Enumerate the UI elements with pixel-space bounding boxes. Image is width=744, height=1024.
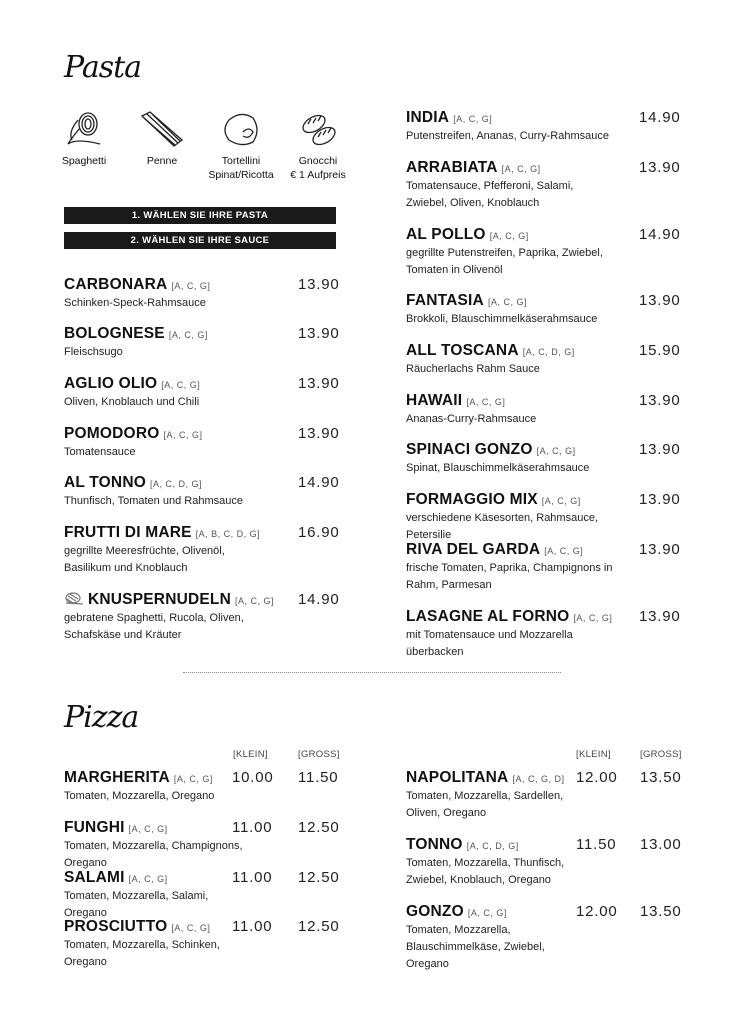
section-divider bbox=[183, 672, 561, 673]
menu-item-price-large: 13.00 bbox=[640, 836, 682, 853]
pasta-shape-spaghetti bbox=[44, 110, 124, 168]
menu-item-name: AGLIO OLIO bbox=[64, 375, 158, 392]
menu-item-price-small: 11.00 bbox=[232, 918, 273, 935]
menu-item-price-large: 12.50 bbox=[298, 918, 340, 935]
menu-item-name: RIVA DEL GARDA bbox=[406, 541, 541, 558]
pizza-col-small-header: [KLEIN] bbox=[576, 749, 611, 760]
menu-item bbox=[64, 869, 342, 922]
spaghetti-icon bbox=[64, 110, 104, 148]
menu-item-allergens: [A, C, G] bbox=[573, 613, 613, 623]
menu-item bbox=[406, 608, 684, 661]
menu-item-allergens: [A, C, D, G] bbox=[466, 841, 519, 851]
menu-item-allergens: [A, C, G] bbox=[234, 596, 274, 606]
menu-item-description: Tomaten, Mozzarella, Sardellen, Oliven, Oregano bbox=[406, 790, 564, 819]
menu-item-price: 13.90 bbox=[298, 425, 340, 442]
menu-item-price-small: 12.00 bbox=[576, 903, 618, 920]
menu-item-description: gegrillte Putenstreifen, Paprika, Zwiebel, Tomaten in Olivenöl bbox=[406, 247, 603, 276]
menu-item-allergens: [A, C, D, G] bbox=[522, 347, 575, 357]
step-choose-pasta: 1. WÄHLEN SIE IHRE PASTA bbox=[64, 207, 336, 224]
menu-item-name: FRUTTI DI MARE bbox=[64, 524, 192, 541]
menu-item-price-large: 13.50 bbox=[640, 903, 682, 920]
menu-item-description: Tomaten, Mozzarella, Oregano bbox=[64, 790, 215, 802]
menu-item-allergens: [A, C, G] bbox=[467, 908, 507, 918]
menu-item-price: 15.90 bbox=[639, 342, 681, 359]
menu-item-description: frische Tomaten, Paprika, Champignons in Rahm, Parmesan bbox=[406, 562, 613, 591]
menu-item bbox=[406, 836, 684, 889]
menu-item-description: mit Tomatensauce und Mozzarella überbacken bbox=[406, 629, 573, 658]
menu-item bbox=[64, 425, 342, 461]
menu-item-description: Tomaten, Mozzarella, Thunfisch, Zwiebel, Knoblauch, Oregano bbox=[406, 857, 565, 886]
menu-item-allergens: [A, C, G] bbox=[453, 114, 493, 124]
menu-item-price-large: 13.50 bbox=[640, 769, 682, 786]
menu-item-price: 13.90 bbox=[639, 159, 681, 176]
menu-item-description: gebratene Spaghetti, Rucola, Oliven, Schafskäse und Kräuter bbox=[64, 612, 244, 641]
pasta-section-title: Pasta bbox=[64, 50, 142, 85]
menu-item-allergens: [A, C, G] bbox=[541, 496, 581, 506]
menu-item-price: 13.90 bbox=[639, 491, 681, 508]
menu-item-name: KNUSPERNUDELN bbox=[88, 591, 231, 608]
menu-item-price: 14.90 bbox=[639, 226, 681, 243]
gnocchi-icon bbox=[298, 110, 338, 148]
menu-item bbox=[64, 769, 342, 805]
menu-item bbox=[406, 226, 684, 279]
menu-item-name: GONZO bbox=[406, 903, 464, 920]
menu-item-name: HAWAII bbox=[406, 392, 463, 409]
menu-item-allergens: [A, C, G] bbox=[173, 774, 213, 784]
shape-label: Penne bbox=[146, 155, 178, 167]
menu-item-name: AL TONNO bbox=[64, 474, 146, 491]
menu-item-name: POMODORO bbox=[64, 425, 160, 442]
menu-item-price-large: 12.50 bbox=[298, 819, 340, 836]
menu-item-price: 13.90 bbox=[298, 375, 340, 392]
menu-item bbox=[406, 441, 684, 477]
menu-item-name: SALAMI bbox=[64, 869, 125, 886]
pizza-section-title: Pizza bbox=[64, 700, 139, 735]
menu-item-name: CARBONARA bbox=[64, 276, 168, 293]
menu-item-allergens: [A, B, C, D, G] bbox=[195, 529, 261, 539]
menu-item bbox=[64, 474, 342, 510]
menu-item-name: FORMAGGIO MIX bbox=[406, 491, 538, 508]
menu-item-allergens: [A, C, G] bbox=[501, 164, 541, 174]
menu-item bbox=[406, 769, 684, 822]
menu-item-price: 13.90 bbox=[298, 276, 340, 293]
menu-item-price-small: 11.50 bbox=[576, 836, 617, 853]
menu-item-name: LASAGNE AL FORNO bbox=[406, 608, 570, 625]
menu-item-price-small: 11.00 bbox=[232, 819, 273, 836]
menu-item-description: Putenstreifen, Ananas, Curry-Rahmsauce bbox=[406, 130, 609, 142]
menu-item-price: 13.90 bbox=[298, 325, 340, 342]
menu-item-price: 16.90 bbox=[298, 524, 340, 541]
menu-item-name: FUNGHI bbox=[64, 819, 125, 836]
menu-item bbox=[406, 109, 684, 145]
menu-item-price: 14.90 bbox=[298, 474, 340, 491]
menu-item-price-small: 10.00 bbox=[232, 769, 274, 786]
menu-item bbox=[406, 541, 684, 594]
menu-item-name: TONNO bbox=[406, 836, 463, 853]
menu-item-description: Tomaten, Mozzarella, Schinken, Oregano bbox=[64, 939, 220, 968]
menu-item-description: Thunfisch, Tomaten und Rahmsauce bbox=[64, 495, 243, 507]
menu-item-price: 13.90 bbox=[639, 292, 681, 309]
crispy-noodles-icon bbox=[64, 591, 88, 608]
menu-item bbox=[406, 392, 684, 428]
menu-item-price-small: 11.00 bbox=[232, 869, 273, 886]
menu-item-description: gegrillte Meeresfrüchte, Olivenöl, Basilikum und Knoblauch bbox=[64, 545, 225, 574]
menu-item-allergens: [A, C, G] bbox=[466, 397, 506, 407]
pasta-shape-gnocchi bbox=[278, 110, 358, 182]
menu-item bbox=[64, 276, 342, 312]
menu-item-description: Tomatensauce bbox=[64, 446, 136, 458]
menu-item bbox=[64, 524, 342, 577]
menu-item-allergens: [A, C, G] bbox=[544, 546, 584, 556]
menu-item-name: ARRABIATA bbox=[406, 159, 498, 176]
menu-item-description: Fleischsugo bbox=[64, 346, 123, 358]
menu-item-description: Brokkoli, Blauschimmelkäserahmsauce bbox=[406, 313, 598, 325]
menu-item-description: Ananas-Curry-Rahmsauce bbox=[406, 413, 537, 425]
menu-item-allergens: [A, C, G] bbox=[487, 297, 527, 307]
menu-item-name: ALL TOSCANA bbox=[406, 342, 519, 359]
pasta-shape-tortellini bbox=[201, 110, 281, 182]
menu-item bbox=[406, 292, 684, 328]
menu-item-name: FANTASIA bbox=[406, 292, 484, 309]
menu-item-price: 14.90 bbox=[298, 591, 340, 608]
menu-item-allergens: [A, C, G] bbox=[171, 281, 211, 291]
menu-item-price-large: 12.50 bbox=[298, 869, 340, 886]
step-choose-sauce: 2. WÄHLEN SIE IHRE SAUCE bbox=[64, 232, 336, 249]
tortellini-icon bbox=[221, 110, 261, 148]
menu-item bbox=[406, 491, 684, 544]
shape-label: Spaghetti bbox=[61, 155, 107, 167]
shape-label: Gnocchi bbox=[298, 155, 338, 167]
shape-label: Tortellini bbox=[221, 155, 261, 167]
menu-item-description: Räucherlachs Rahm Sauce bbox=[406, 363, 540, 375]
menu-item-allergens: [A, C, G] bbox=[536, 446, 576, 456]
menu-item bbox=[64, 591, 342, 644]
menu-item-allergens: [A, C, G] bbox=[128, 874, 168, 884]
menu-item-price: 13.90 bbox=[639, 441, 681, 458]
menu-item-name: SPINACI GONZO bbox=[406, 441, 533, 458]
shape-sublabel: Spinat/Ricotta bbox=[208, 169, 274, 181]
pasta-shape-penne bbox=[122, 110, 202, 168]
menu-item-name: PROSCIUTTO bbox=[64, 918, 168, 935]
menu-item-description: Tomaten, Mozzarella, Champignons, Oregano bbox=[64, 840, 243, 869]
menu-item-description: Spinat, Blauschimmelkäserahmsauce bbox=[406, 462, 590, 474]
menu-item bbox=[64, 819, 342, 872]
menu-item-description: verschiedene Käsesorten, Rahmsauce, Petersilie bbox=[406, 512, 598, 541]
menu-item-name: MARGHERITA bbox=[64, 769, 170, 786]
menu-item-allergens: [A, C, D, G] bbox=[149, 479, 202, 489]
menu-item-allergens: [A, C, G] bbox=[163, 430, 203, 440]
menu-item-description: Tomatensauce, Pfefferoni, Salami, Zwiebel, Oliven, Knoblauch bbox=[406, 180, 574, 209]
menu-item-allergens: [A, C, G] bbox=[171, 923, 211, 933]
pizza-col-large-header: [GROSS] bbox=[640, 749, 682, 760]
menu-item-description: Tomaten, Mozzarella, Salami, Oregano bbox=[64, 890, 209, 919]
menu-item-allergens: [A, C, G] bbox=[168, 330, 208, 340]
penne-icon bbox=[138, 110, 186, 148]
pizza-col-small-header: [KLEIN] bbox=[233, 749, 268, 760]
menu-item-price: 14.90 bbox=[639, 109, 681, 126]
menu-item-name: BOLOGNESE bbox=[64, 325, 165, 342]
menu-item-name: AL POLLO bbox=[406, 226, 486, 243]
menu-item-name: NAPOLITANA bbox=[406, 769, 509, 786]
shape-sublabel: € 1 Aufpreis bbox=[290, 169, 346, 181]
menu-item bbox=[64, 375, 342, 411]
menu-item bbox=[406, 903, 684, 973]
menu-item-description: Schinken-Speck-Rahmsauce bbox=[64, 297, 206, 309]
menu-item bbox=[64, 918, 342, 971]
menu-item-allergens: [A, C, G] bbox=[489, 231, 529, 241]
menu-item bbox=[406, 342, 684, 378]
menu-item-allergens: [A, C, G] bbox=[128, 824, 168, 834]
menu-item-price: 13.90 bbox=[639, 392, 681, 409]
menu-item-price: 13.90 bbox=[639, 541, 681, 558]
menu-item bbox=[64, 325, 342, 361]
menu-item-allergens: [A, C, G, D] bbox=[512, 774, 565, 784]
menu-item-price-large: 11.50 bbox=[298, 769, 339, 786]
menu-item-name: INDIA bbox=[406, 109, 450, 126]
menu-item-price: 13.90 bbox=[639, 608, 681, 625]
pizza-col-large-header: [GROSS] bbox=[298, 749, 340, 760]
menu-item-description: Tomaten, Mozzarella, Blauschimmelkäse, Zwiebel, Oregano bbox=[406, 924, 545, 970]
menu-item-description: Oliven, Knoblauch und Chili bbox=[64, 396, 200, 408]
menu-item-price-small: 12.00 bbox=[576, 769, 618, 786]
menu-item-allergens: [A, C, G] bbox=[161, 380, 201, 390]
menu-item bbox=[406, 159, 684, 212]
